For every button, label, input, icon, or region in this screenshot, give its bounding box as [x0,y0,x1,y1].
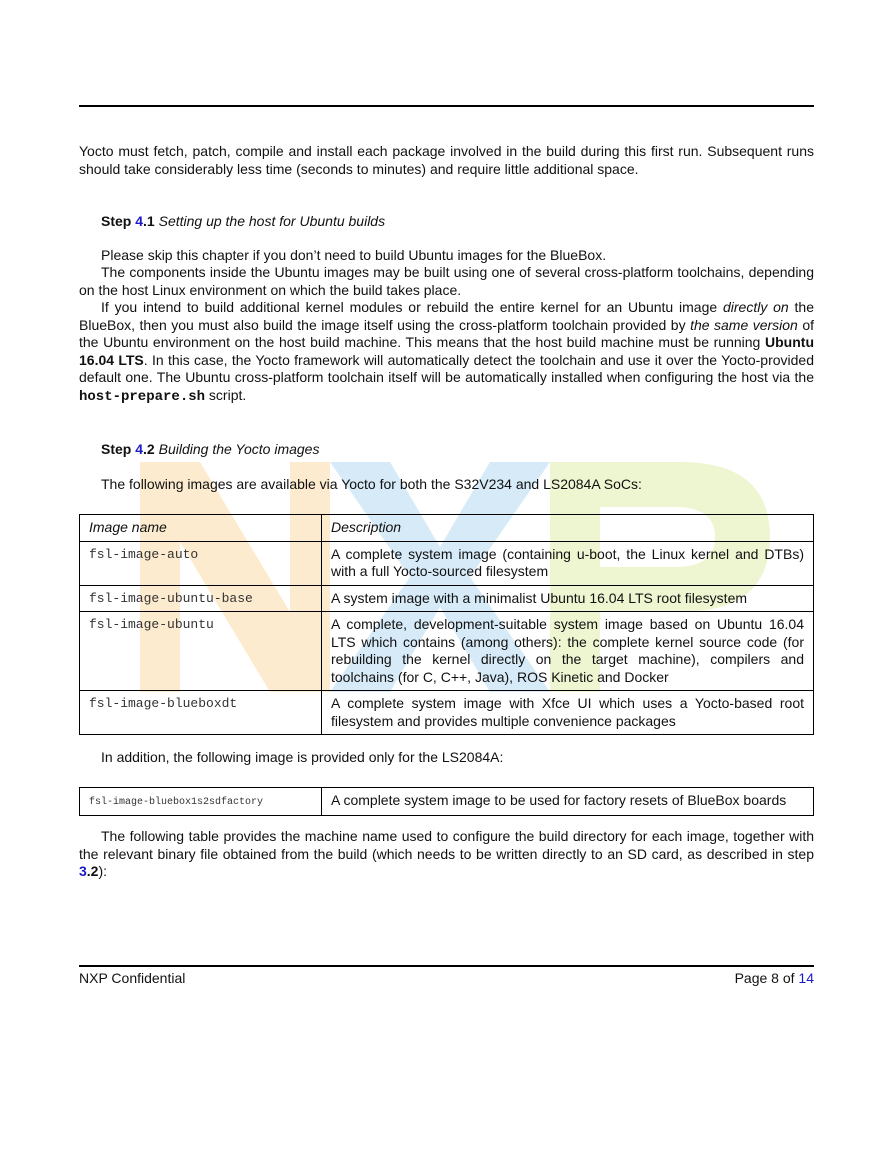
image-name-cell: fsl-image-auto [80,541,322,585]
step-4-1-paragraph-1: Please skip this chapter if you don’t need to build Ubuntu images for the BlueBox. [101,246,607,263]
host-prepare-script: host-prepare.sh [79,388,206,405]
section-4-link[interactable]: 4 [135,441,144,457]
step-number-rest: .1 [143,213,155,229]
image-name-cell: fsl-image-bluebox1s2sdfactory [80,787,322,816]
image-name-cell: fsl-image-ubuntu [80,612,322,691]
header-image-name: Image name [80,515,322,542]
header-rule [79,105,814,107]
description-cell: A complete system image (containing u-boot, the Linux kernel and DTBs) with a full Yocto-sourced filesystem [322,541,814,585]
table-header-row [80,515,814,542]
image-name-cell: fsl-image-blueboxdt [80,691,322,735]
step-4-1-paragraph-2: The components inside the Ubuntu images may be built using one of several cross-platform toolchains, depending on the host Linux environment on which the build takes place. [79,264,814,298]
total-pages-link[interactable]: 14 [798,970,814,986]
footer-rule [79,965,814,967]
step-4-2-paragraph-1: The following images are available via Yocto for both the S32V234 and LS2084A SoCs: [101,475,642,492]
step-4-1-paragraph-3: If you intend to build additional kernel modules or rebuild the entire kernel for an Ubuntu image directly on the BlueBox, then you must also build the image itself using the cross-platform toolchain provided by the same version of the Ubuntu environment on the host build machine. This means that the host build machine must be running Ubuntu 16.04 LTS. In this case, the Yocto framework will automatically detect the toolchain and use it over the Yocto-provided default one. The Ubuntu cross-platform toolchain itself will be automatically installed when configuring the host via the host-prepare.sh script. [79,299,815,405]
step-label: Step [101,213,132,229]
following-paragraph: The following table provides the machine name used to configure the build directory for each image, together with the relevant binary file obtained from the build (which needs to be written directly to an SD card, as described in step 3.2): [79,828,814,879]
factory-table [79,787,814,817]
intro-paragraph: Yocto must fetch, patch, compile and install each package involved in the build during this first run. Subsequent runs should take considerably less time (seconds to minutes) and require little additional space. [79,143,814,177]
image-name-cell: fsl-image-ubuntu-base [80,585,322,612]
description-cell: A complete system image with Xfce UI which uses a Yocto-based root filesystem and provides multiple convenience packages [322,691,814,735]
description-cell: A complete system image to be used for factory resets of BlueBox boards [322,787,814,816]
section-4-link[interactable]: 4 [135,213,144,229]
addition-paragraph: In addition, the following image is provided only for the LS2084A: [101,749,504,765]
table-row [80,612,814,691]
header-description: Description [322,515,814,542]
table-row [80,585,814,612]
step-title: Building the Yocto images [158,441,320,457]
description-cell: A complete, development-suitable system image based on Ubuntu 16.04 LTS which contains (among others): the complete kernel source code (for rebuilding the kernel directly on the target machine), compilers and toolchains (for C, C++, Java), ROS Kinetic and Docker [322,612,814,691]
step-4-2-heading [101,441,814,459]
step-title: Setting up the host for Ubuntu builds [158,213,386,229]
step-label: Step [101,441,132,457]
table-row [80,691,814,735]
images-table [79,514,814,735]
step-number-rest: .2 [143,441,155,457]
footer-confidential: NXP Confidential [79,970,186,986]
description-cell: A system image with a minimalist Ubuntu 16.04 LTS root filesystem [322,585,814,612]
step-4-1-heading [101,213,814,231]
footer-page-number: Page 8 of 14 [734,970,814,986]
table-row [80,541,814,585]
table-row [80,787,814,816]
step-3-link[interactable]: 3 [79,863,87,879]
